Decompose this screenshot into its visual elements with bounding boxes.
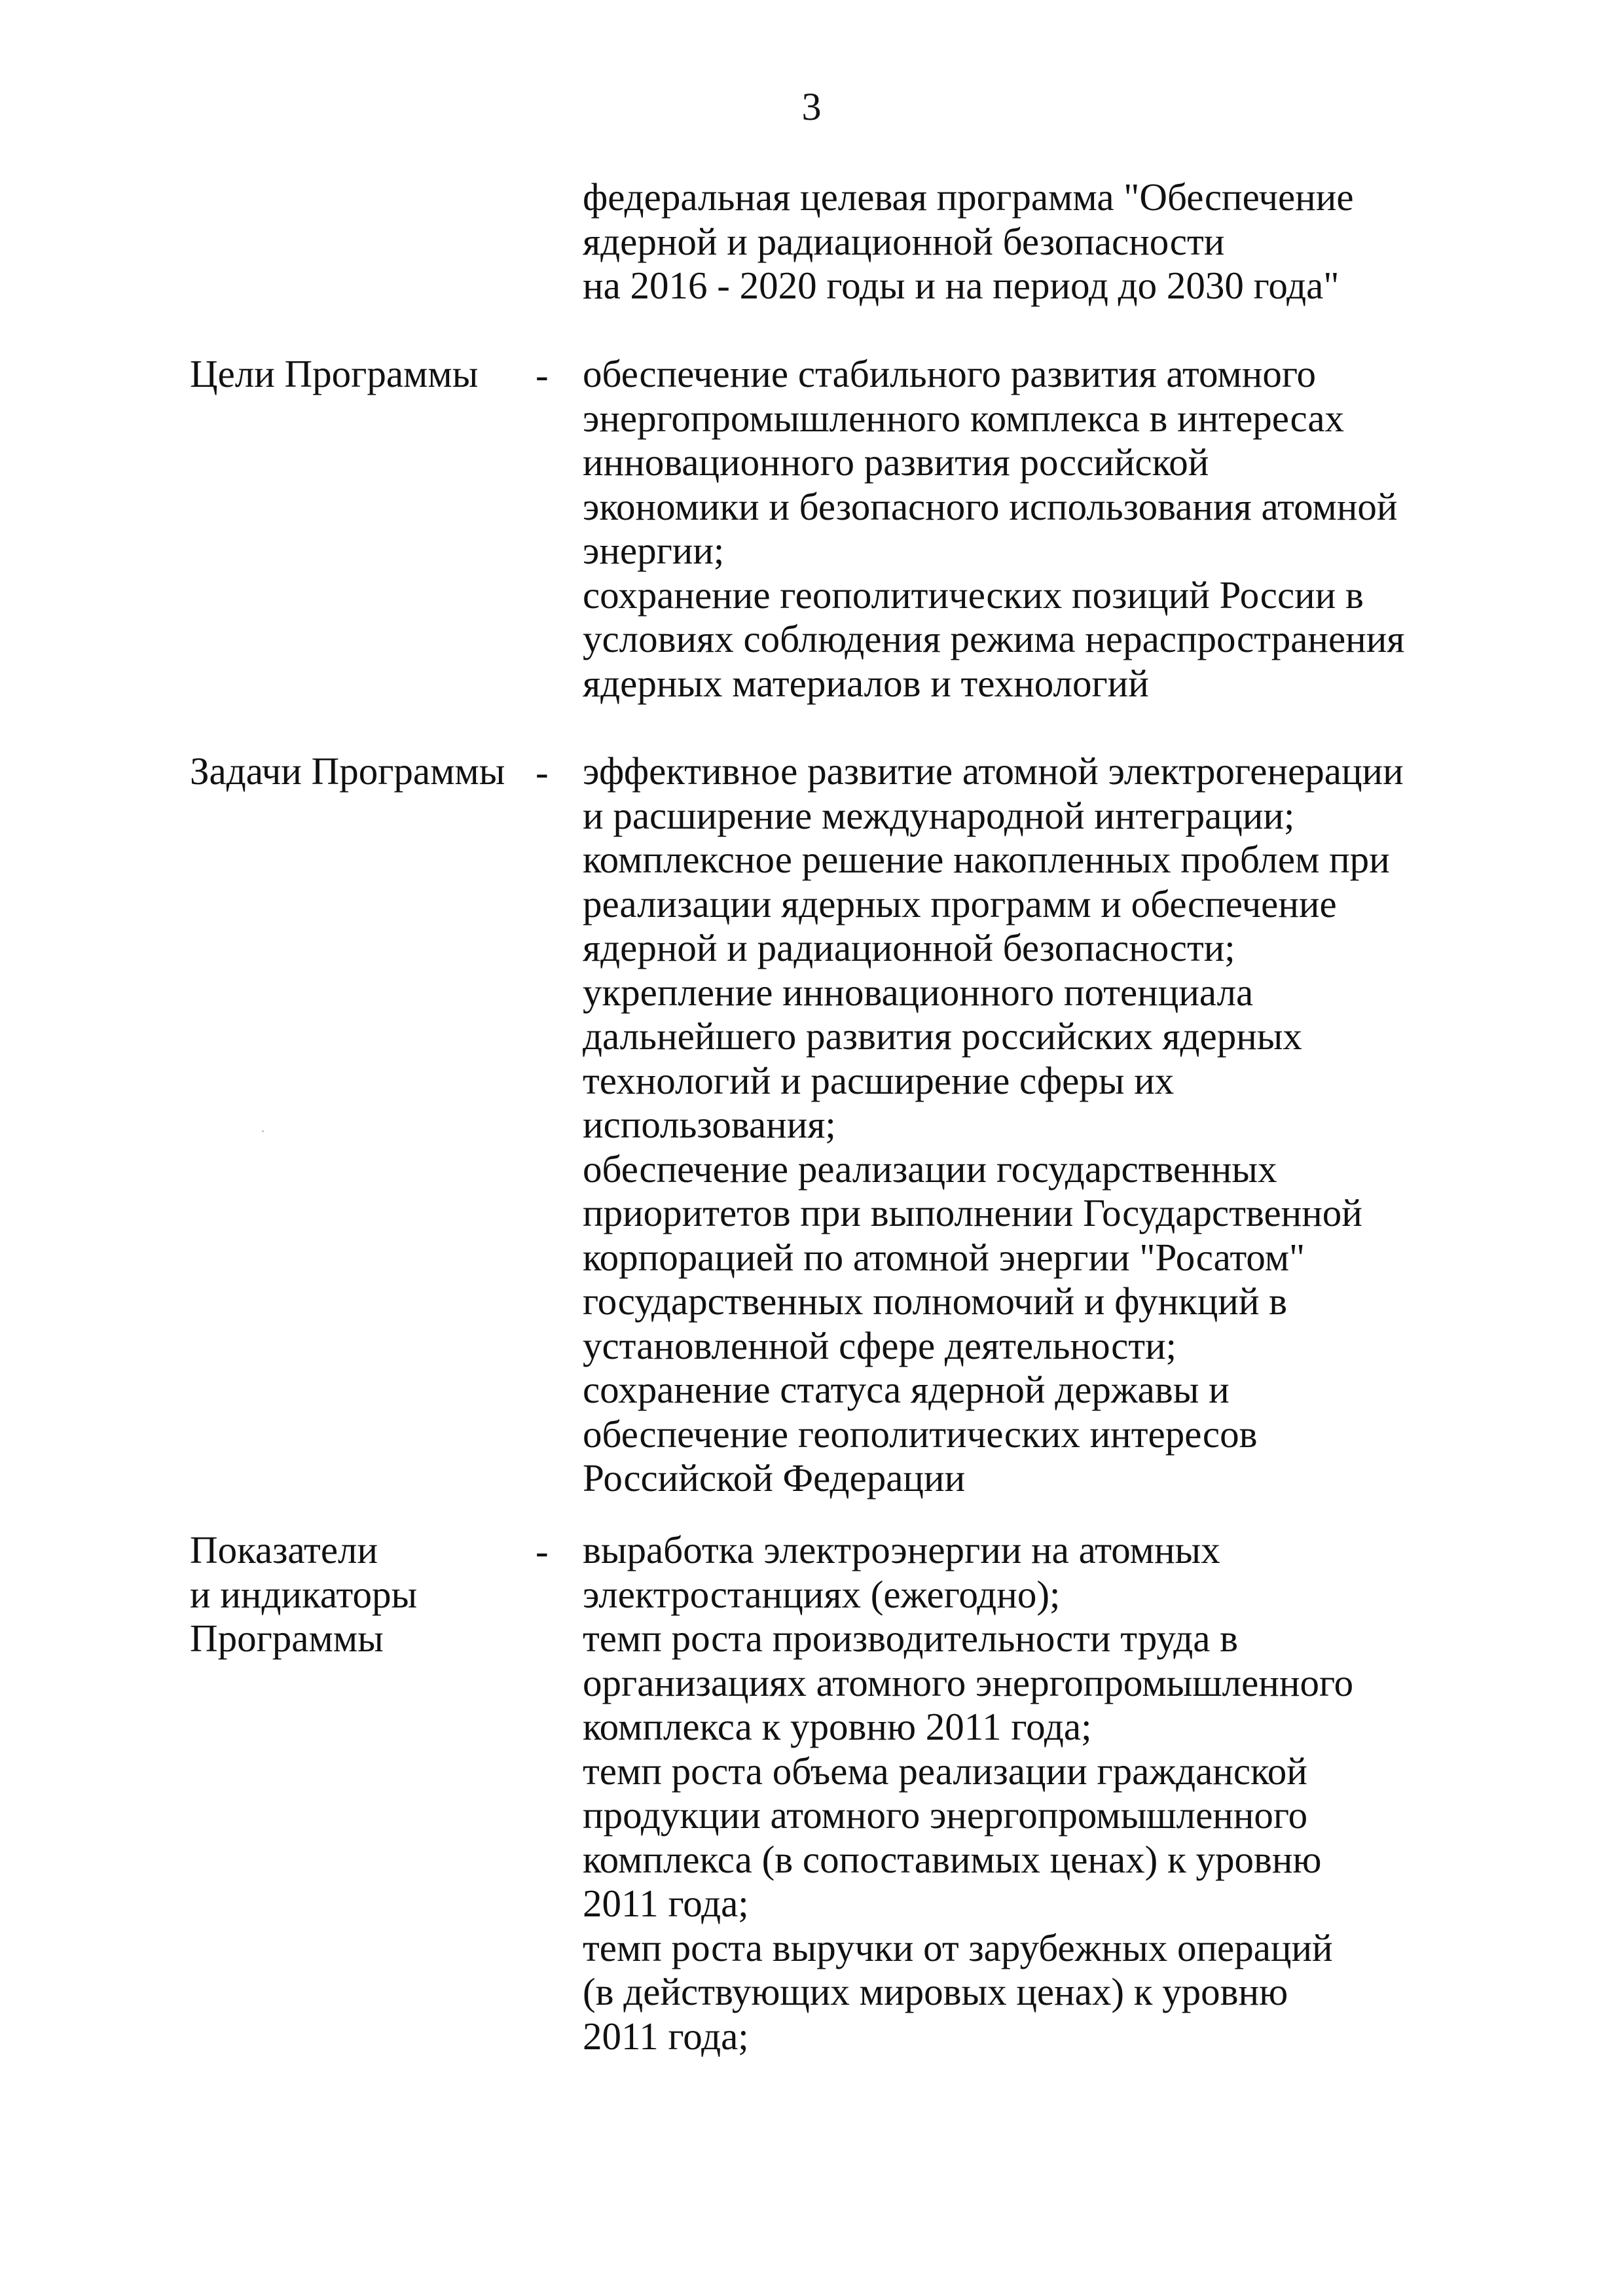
label-line: Задачи Программы (190, 749, 505, 793)
body-line: использования; (583, 1103, 836, 1146)
body-line: обеспечение стабильного развития атомного (583, 352, 1317, 395)
body-line: обеспечение геополитических интересов (583, 1412, 1258, 1456)
intro-block (583, 175, 1354, 308)
body-line: 2011 года; (583, 2014, 749, 2058)
body-line: корпорацией по атомной энергии "Росатом" (583, 1235, 1305, 1279)
intro-line: на 2016 - 2020 годы и на период до 2030 года" (583, 264, 1340, 307)
section-body-indicators (583, 1528, 1353, 2058)
body-line: приоритетов при выполнении Государственной (583, 1191, 1362, 1234)
body-line: темп роста объема реализации гражданской (583, 1749, 1307, 1793)
label-line: и индикаторы (190, 1572, 418, 1616)
body-line: организациях атомного энергопромышленного (583, 1660, 1354, 1704)
section-label-tasks (190, 749, 505, 794)
body-line: ядерной и радиационной безопасности; (583, 926, 1235, 969)
body-line: сохранение геополитических позиций России в (583, 573, 1364, 617)
body-line: 2011 года; (583, 1882, 749, 1925)
body-line: энергии; (583, 529, 725, 572)
body-line: государственных полномочий и функций в (583, 1280, 1288, 1323)
intro-line: федеральная целевая программа "Обеспечение (583, 175, 1354, 219)
body-line: укрепление инновационного потенциала (583, 970, 1254, 1014)
body-line: и расширение международной интеграции; (583, 793, 1295, 837)
section-body-tasks (583, 749, 1404, 1501)
section-body-goals (583, 352, 1404, 706)
scan-speck (262, 1130, 264, 1132)
body-line: эффективное развитие атомной электрогенерации (583, 749, 1404, 793)
section-label-indicators (190, 1528, 417, 1661)
body-line: темп роста выручки от зарубежных операций (583, 1926, 1333, 1969)
label-line: Показатели (190, 1528, 378, 1571)
section-label-goals (190, 352, 478, 397)
body-line: электростанциях (ежегодно); (583, 1572, 1061, 1616)
body-line: установленной сфере деятельности; (583, 1323, 1177, 1367)
body-line: сохранение статуса ядерной державы и (583, 1368, 1230, 1411)
body-line: технологий и расширение сферы их (583, 1058, 1175, 1102)
body-line: комплекса (в сопоставимых ценах) к уровню (583, 1837, 1322, 1881)
body-line: условиях соблюдения режима нераспространения (583, 617, 1405, 660)
body-line: комплексное решение накопленных проблем при (583, 838, 1390, 881)
section-dash: - (536, 353, 549, 397)
label-line: Цели Программы (190, 352, 479, 395)
body-line: продукции атомного энергопромышленного (583, 1793, 1308, 1837)
body-line: Российской Федерации (583, 1456, 966, 1499)
label-line: Программы (190, 1617, 384, 1660)
body-line: темп роста производительности труда в (583, 1617, 1239, 1660)
section-dash: - (536, 751, 549, 794)
body-line: экономики и безопасного использования атомной (583, 484, 1398, 528)
body-line: дальнейшего развития российских ядерных (583, 1014, 1302, 1058)
body-line: реализации ядерных программ и обеспечение (583, 882, 1337, 925)
body-line: ядерных материалов и технологий (583, 661, 1149, 705)
page-number: 3 (801, 85, 822, 128)
body-line: обеспечение реализации государственных (583, 1147, 1277, 1191)
body-line: выработка электроэнергии на атомных (583, 1528, 1220, 1571)
body-line: комплекса к уровню 2011 года; (583, 1705, 1092, 1748)
intro-line: ядерной и радиационной безопасности (583, 219, 1225, 263)
section-dash: - (536, 1530, 549, 1573)
body-line: энергопромышленного комплекса в интересах (583, 396, 1345, 440)
body-line: (в действующих мировых ценах) к уровню (583, 1970, 1288, 2013)
body-line: инновационного развития российской (583, 440, 1209, 484)
